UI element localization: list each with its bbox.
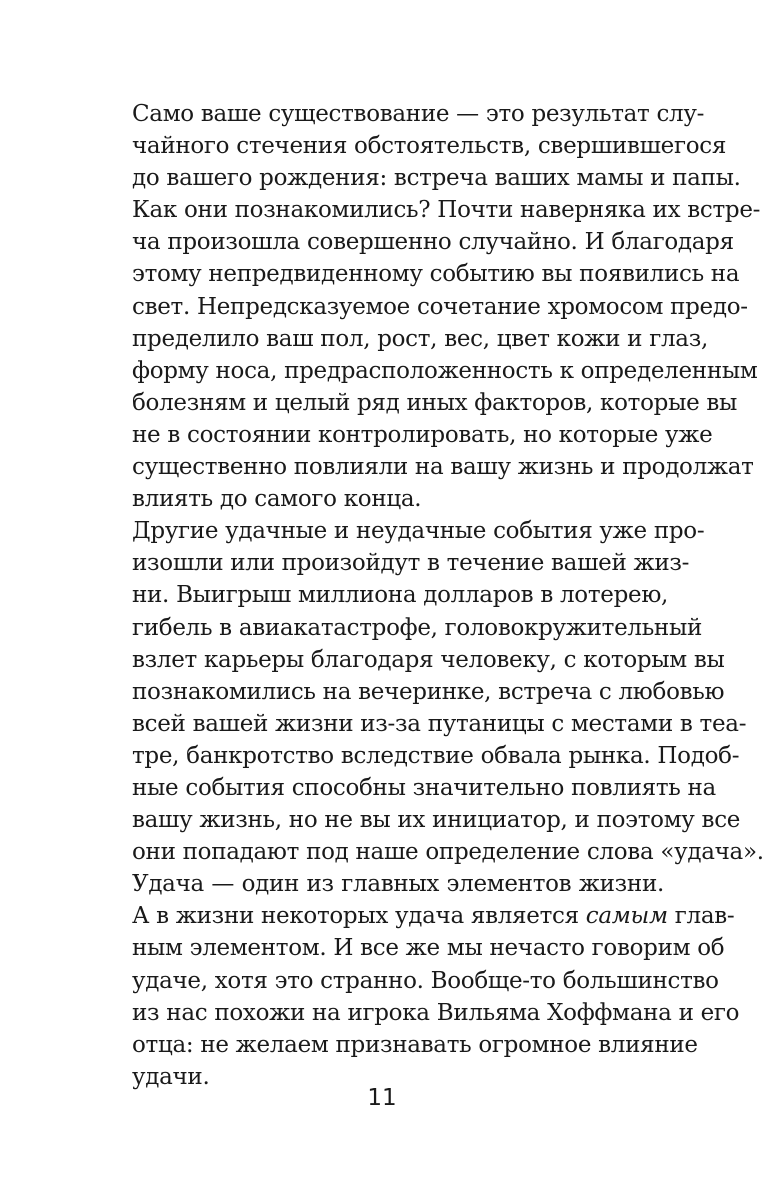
text-line: Другие удачные и неудачные события уже про- <box>132 518 705 545</box>
text-line: свет. Непредсказуемое сочетание хромосом предо- <box>132 293 748 320</box>
text-line: гибель в авиакатастрофе, головокружительный <box>132 614 702 641</box>
text-line-with-emphasis <box>101 900 735 932</box>
text-line: Как они познакомились? Почти наверняка их встре- <box>132 197 761 224</box>
text-line: Удача — один из главных элементов жизни. <box>132 871 664 898</box>
text-line: отца: не желаем признавать огромное влияние <box>132 1031 698 1058</box>
body-text <box>101 98 764 1093</box>
text-line: не в состоянии контролировать, но которые уже <box>132 421 713 448</box>
text-run: глав- <box>667 903 735 930</box>
text-line: всей вашей жизни из-за путаницы с местами в теа- <box>132 710 747 737</box>
text-line: существенно повлияли на вашу жизнь и продолжат <box>132 454 754 481</box>
text-line: этому непредвиденному событию вы появились на <box>132 261 740 288</box>
text-line: удаче, хотя это странно. Вообще-то большинство <box>132 967 719 994</box>
text-line: болезням и целый ряд иных факторов, которые вы <box>132 389 738 416</box>
text-line: Само ваше существование — это результат слу- <box>132 101 705 127</box>
paragraph-2 <box>101 515 764 868</box>
text-run: А в жизни некоторых удача является <box>132 903 586 930</box>
text-line: ни. Выигрыш миллиона долларов в лотерею, <box>132 582 669 609</box>
text-line: они попадают под наше определение слова «удача». <box>132 839 764 866</box>
text-line: до вашего рождения: встреча ваших мамы и папы. <box>132 165 741 192</box>
text-line: тре, банкротство вследствие обвала рынка. Подоб- <box>132 742 740 769</box>
paragraph-3 <box>101 868 740 1093</box>
text-line: удачи. <box>132 1063 210 1090</box>
text-line: познакомились на вечеринке, встреча с любовью <box>132 678 725 705</box>
text-line: взлет карьеры благодаря человеку, с которым вы <box>132 646 725 673</box>
emphasized-word: самым <box>585 903 668 930</box>
text-line: пределило ваш пол, рост, вес, цвет кожи и глаз, <box>132 325 708 352</box>
text-line: чайного стечения обстоятельств, свершившегося <box>132 133 727 160</box>
text-line: вашу жизнь, но не вы их инициатор, и поэтому все <box>132 807 741 834</box>
text-line: ча произошла совершенно случайно. И благодаря <box>132 229 734 256</box>
text-line: ным элементом. И все же мы нечасто говорим об <box>132 935 725 962</box>
text-line: форму носа, предрасположенность к определенным <box>132 357 758 384</box>
text-line: ные события способны значительно повлиять на <box>132 774 716 801</box>
page-number: 11 <box>367 1085 397 1111</box>
paragraph-1 <box>101 98 761 515</box>
text-line: влиять до самого конца. <box>132 486 422 513</box>
text-line: из нас похожи на игрока Вильяма Хоффмана и его <box>132 999 740 1026</box>
text-line: изошли или произойдут в течение вашей жиз- <box>132 550 690 577</box>
